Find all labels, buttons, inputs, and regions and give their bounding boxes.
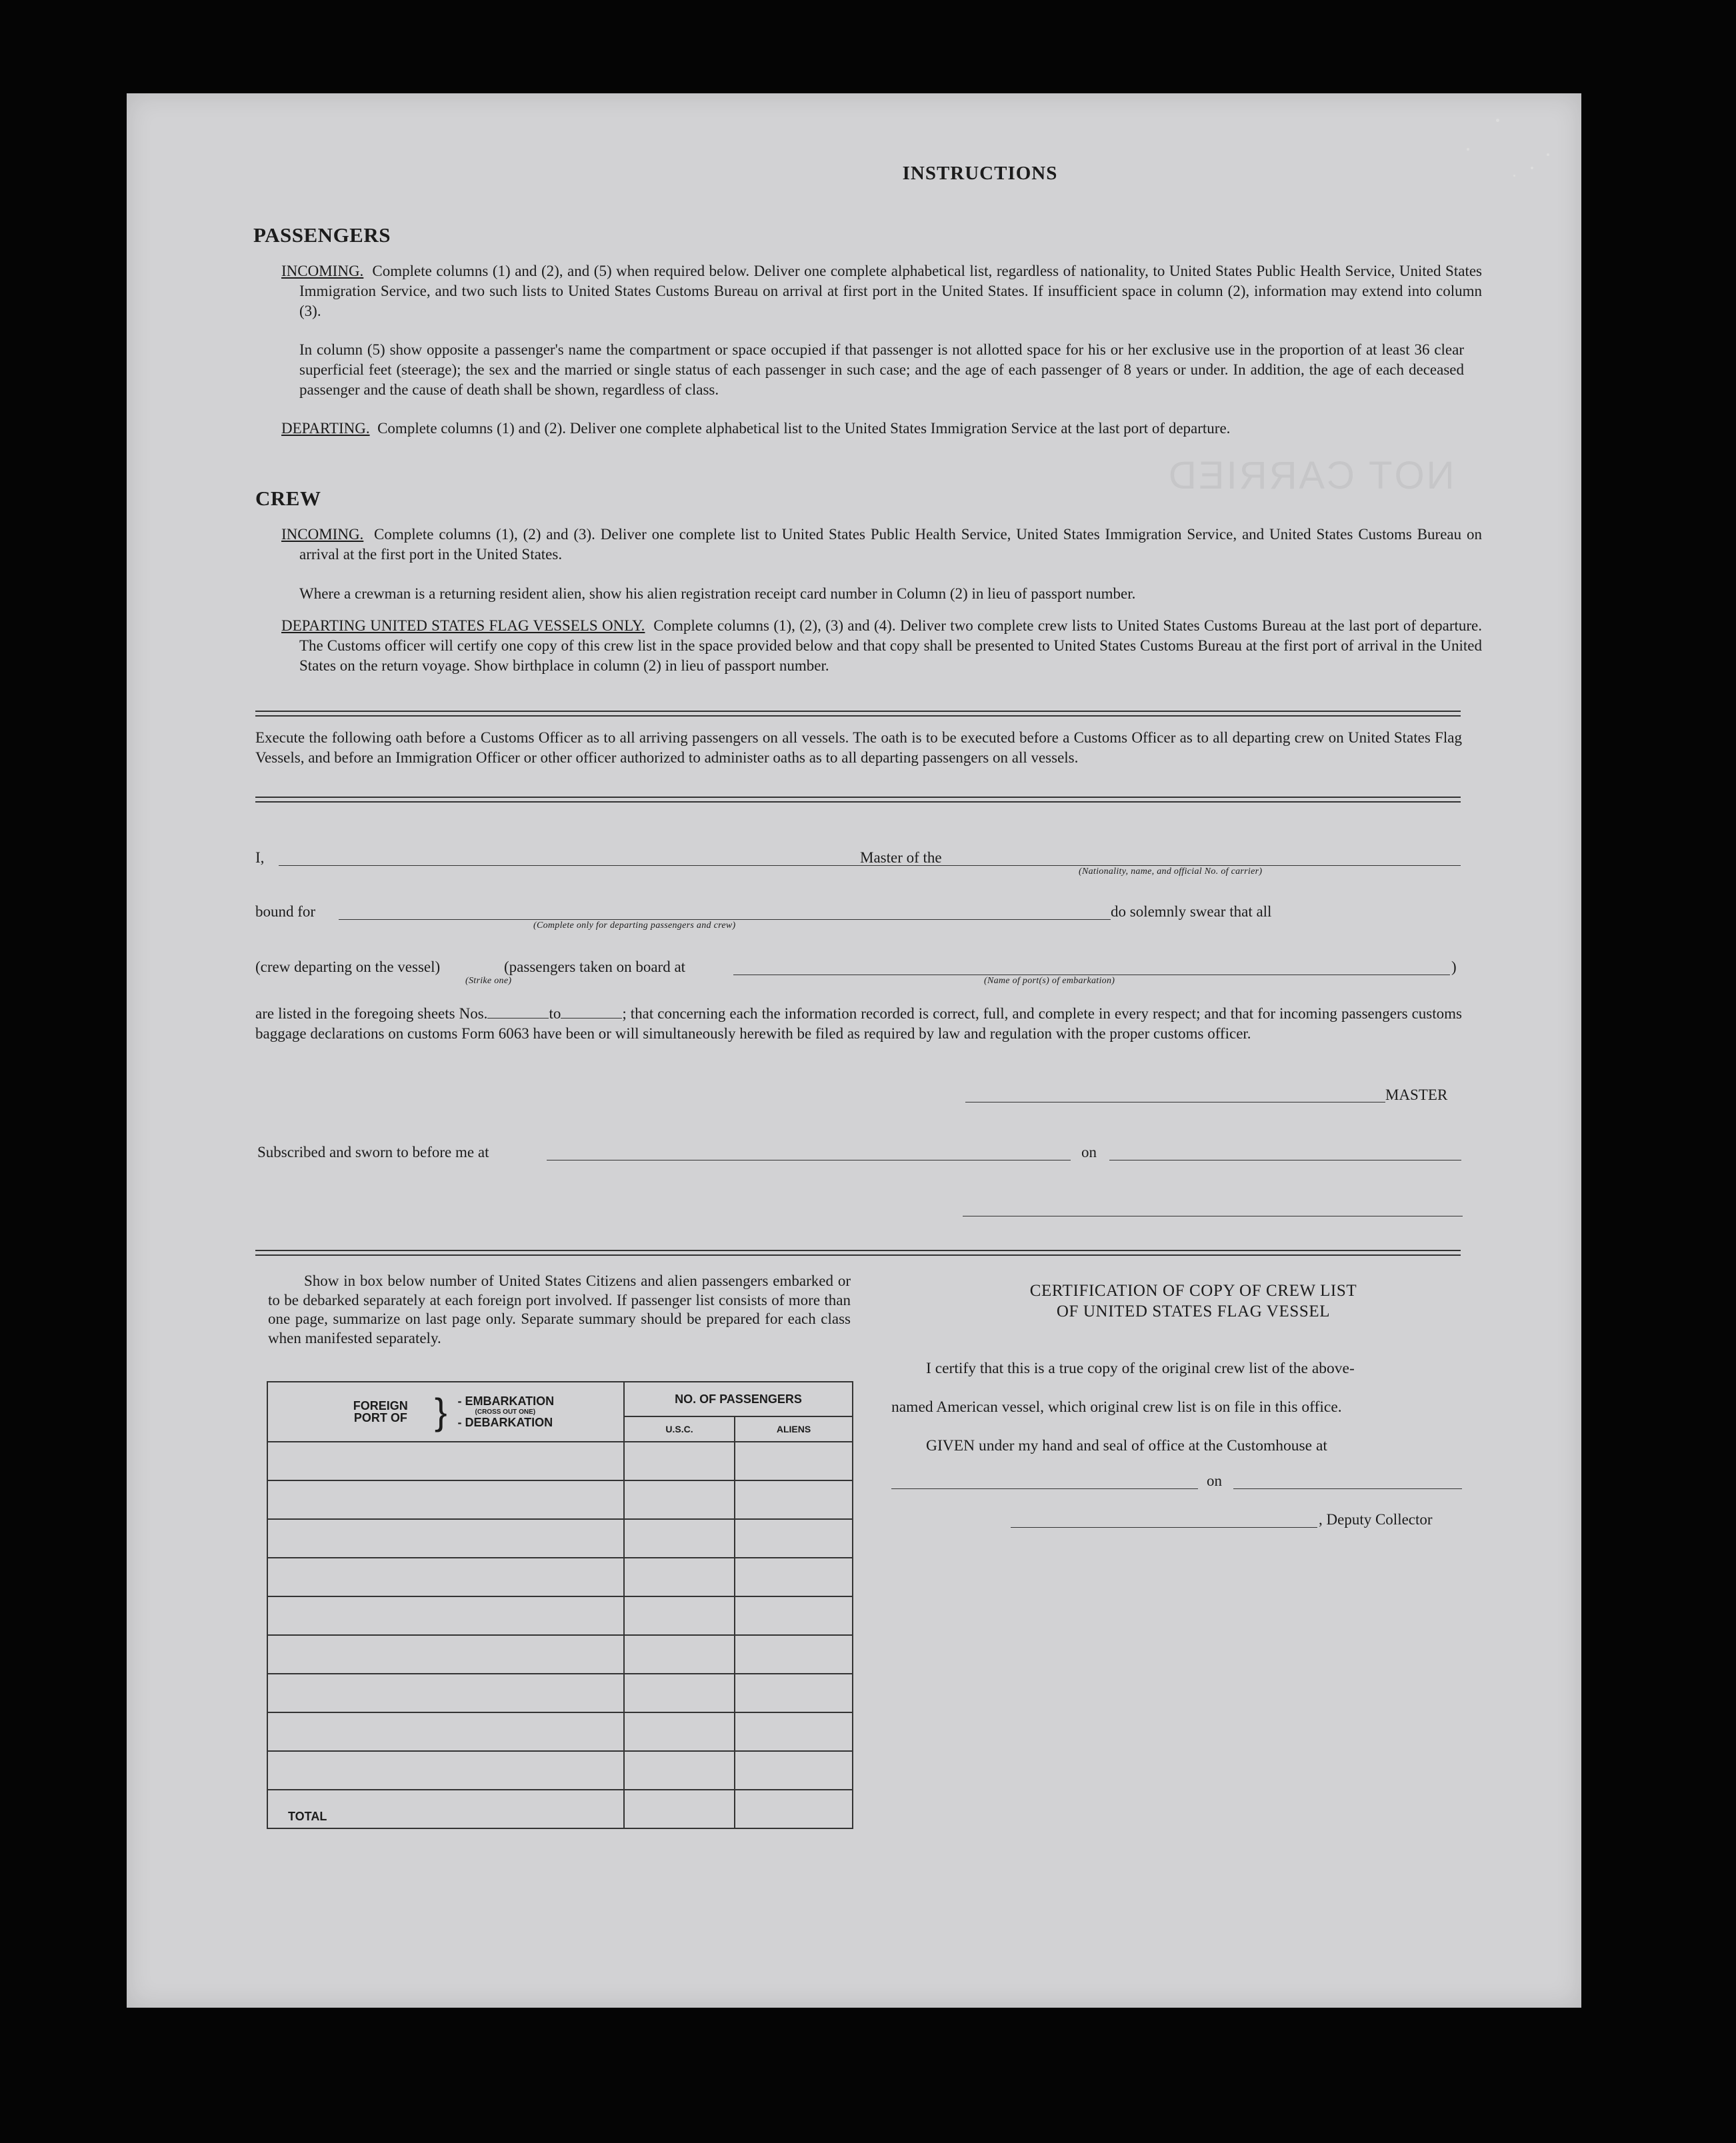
aliens-cell[interactable]	[735, 1596, 853, 1635]
usc-cell[interactable]	[624, 1674, 735, 1712]
certification-title-line1: CERTIFICATION OF COPY OF CREW LIST	[1029, 1282, 1357, 1300]
crew-departing-text: Complete columns (1), (2), (3) and (4). Deliver two complete crew lists to United States Customs Bureau at the last port of departure. The Customs officer will certify one copy of this crew list in the space provided below and that copy shall be presented to United States Customs Bureau at the first port of arrival in the United States on the return voyage. Show birthplace in column (2) in lieu of passport number.	[299, 617, 1482, 674]
crew-departing-paragraph	[281, 616, 1482, 676]
passengers-heading: PASSENGERS	[253, 223, 391, 247]
usc-header: U.S.C.	[624, 1416, 735, 1442]
film-speck	[1467, 148, 1469, 151]
certify-line1: I certify that this is a true copy of the original crew list of the above-	[926, 1360, 1355, 1377]
usc-cell[interactable]	[624, 1442, 735, 1480]
port-cell[interactable]	[267, 1519, 624, 1558]
debarkation-label: - DEBARKATION	[457, 1415, 553, 1429]
master-of-the-label: Master of the	[860, 849, 942, 866]
certify-on-label: on	[1207, 1472, 1222, 1489]
usc-cell[interactable]	[624, 1480, 735, 1519]
page-title: INSTRUCTIONS	[902, 163, 1058, 184]
passengers-departing-paragraph	[281, 419, 1482, 439]
embarkation-label: - EMBARKATION	[457, 1394, 555, 1408]
usc-cell[interactable]	[624, 1712, 735, 1751]
port-cell[interactable]	[267, 1751, 624, 1790]
aliens-cell[interactable]	[735, 1635, 853, 1674]
port-cell[interactable]	[267, 1480, 624, 1519]
certify-line3: GIVEN under my hand and seal of office at the Customhouse at	[926, 1437, 1327, 1454]
subscribed-label: Subscribed and sworn to before me at	[257, 1144, 489, 1160]
foreign-port-label: FOREIGN PORT OF	[353, 1399, 408, 1424]
crew-incoming-paragraph	[281, 525, 1482, 565]
bleed-through-mark: NOT CARRIED	[1167, 454, 1455, 497]
sheet-to-field[interactable]	[561, 1006, 622, 1019]
section-divider	[255, 1250, 1461, 1256]
film-speck	[1547, 153, 1549, 156]
aliens-cell[interactable]	[735, 1751, 853, 1790]
crew-incoming-text: Complete columns (1), (2) and (3). Deliver one complete list to United States Public Health Service, United States Immigration Service, and United States Customs Bureau on arrival at the first port in the United States.	[299, 526, 1482, 563]
crew-resident-paragraph: Where a crewman is a returning resident alien, show his alien registration receipt card number in Column (2) in lieu of passport number.	[299, 585, 1136, 602]
foreign-port-header	[267, 1382, 624, 1442]
destination-field[interactable]	[339, 919, 1111, 920]
film-speck	[1513, 175, 1515, 177]
total-label: TOTAL	[288, 1810, 327, 1823]
port-cell[interactable]	[267, 1558, 624, 1596]
usc-cell[interactable]	[624, 1596, 735, 1635]
form-sheet	[127, 93, 1581, 2008]
crew-heading: CREW	[255, 487, 321, 510]
passengers-departing-text: Complete columns (1) and (2). Deliver one complete alphabetical list to the United States Immigration Service at the last port of departure.	[377, 420, 1231, 437]
deputy-signature-field[interactable]	[1011, 1527, 1317, 1528]
strike-one-hint: (Strike one)	[465, 976, 512, 986]
carrier-field[interactable]	[964, 865, 1461, 866]
film-speck	[1531, 167, 1533, 169]
section-divider	[255, 711, 1461, 717]
ports-hint: (Name of port(s) of embarkation)	[984, 976, 1115, 986]
aliens-cell[interactable]	[735, 1442, 853, 1480]
certification-title	[953, 1280, 1433, 1322]
total-row-label-cell	[267, 1790, 624, 1828]
aliens-cell[interactable]	[735, 1712, 853, 1751]
passengers-taken-option[interactable]: (passengers taken on board at	[504, 959, 686, 975]
aliens-cell[interactable]	[735, 1480, 853, 1519]
film-speck	[1496, 119, 1499, 122]
port-cell[interactable]	[267, 1635, 624, 1674]
port-cell[interactable]	[267, 1674, 624, 1712]
crew-departing-label: DEPARTING UNITED STATES FLAG VESSELS ONLY.	[281, 617, 645, 634]
certification-title-line2: OF UNITED STATES FLAG VESSEL	[1056, 1302, 1331, 1320]
cross-out-hint: (CROSS OUT ONE)	[475, 1408, 536, 1416]
port-cell[interactable]	[267, 1442, 624, 1480]
brace-icon: }	[434, 1390, 447, 1432]
certify-line2: named American vessel, which original crew list is on file in this office.	[891, 1398, 1342, 1416]
nationality-hint: (Nationality, name, and official No. of carrier)	[1079, 867, 1263, 877]
no-of-passengers-header: NO. OF PASSENGERS	[624, 1382, 853, 1416]
usc-cell[interactable]	[624, 1751, 735, 1790]
master-label: MASTER	[1385, 1086, 1448, 1103]
crew-departing-option[interactable]: (crew departing on the vessel)	[255, 959, 441, 975]
usc-cell[interactable]	[624, 1635, 735, 1674]
complete-only-hint: (Complete only for departing passengers and crew)	[533, 921, 736, 931]
usc-cell[interactable]	[624, 1519, 735, 1558]
aliens-cell[interactable]	[735, 1674, 853, 1712]
certify-date-field[interactable]	[1233, 1488, 1462, 1489]
swear-label: do solemnly swear that all	[1111, 903, 1272, 920]
usc-cell[interactable]	[624, 1558, 735, 1596]
passengers-incoming-label: INCOMING.	[281, 263, 364, 279]
aliens-cell[interactable]	[735, 1558, 853, 1596]
passengers-incoming-text: Complete columns (1) and (2), and (5) when required below. Deliver one complete alphabetical list, regardless of nationality, to United States Public Health Service, United States Immigration Service, and two such lists to United States Customs Bureau on arrival at first port in the United States. If insufficient space in column (2), information may extend into column (3).	[299, 263, 1482, 319]
passengers-incoming-paragraph	[281, 261, 1482, 321]
oath-i-label: I,	[255, 849, 265, 866]
passenger-summary-table	[267, 1381, 853, 1829]
listed-statement	[255, 1004, 1462, 1044]
bound-for-label: bound for	[255, 903, 316, 920]
port-cell[interactable]	[267, 1596, 624, 1635]
deputy-collector-label: , Deputy Collector	[1319, 1511, 1433, 1528]
oath-instruction: Execute the following oath before a Customs Officer as to all arriving passengers on all vessels. The oath is to be executed before a Customs Officer as to all departing crew on United States Flag Vessels, and before an Immigration Officer or other officer authorized to administer oaths as to all departing passengers on all vessels.	[255, 729, 1462, 766]
section-divider	[255, 797, 1461, 803]
sheet-from-field[interactable]	[487, 1006, 549, 1019]
aliens-header: ALIENS	[735, 1416, 853, 1442]
close-paren: )	[1451, 959, 1457, 975]
aliens-total-cell[interactable]	[735, 1790, 853, 1828]
summary-instruction: Show in box below number of United States Citizens and alien passengers embarked or to be debarked separately at each foreign port involved. If passenger list consists of more than one page, summarize on last page only. Separate summary should be prepared for each class when manifested separately.	[268, 1272, 851, 1346]
passengers-column5-paragraph: In column (5) show opposite a passenger's name the compartment or space occupied if that passenger is not allotted space for his or her exclusive use in the proportion of at least 36 clear superficial feet (steerage); the sex and the married or single status of each passenger in such case; and the age of each passenger of 8 years or under. In addition, the age of each deceased passenger and the cause of death shall be shown, regardless of class.	[299, 341, 1464, 398]
crew-incoming-label: INCOMING.	[281, 526, 364, 543]
customhouse-field[interactable]	[891, 1488, 1198, 1489]
listed-to-label: to	[549, 1005, 561, 1022]
passengers-departing-label: DEPARTING.	[281, 420, 370, 437]
sworn-on-label: on	[1081, 1144, 1097, 1160]
port-cell[interactable]	[267, 1712, 624, 1751]
usc-total-cell[interactable]	[624, 1790, 735, 1828]
listed-text-b: ; that concerning each the information recorded is correct, full, and complete in every respect; and that for incoming passengers customs baggage declarations on customs Form 6063 have been or will simultaneously herewith be filed as required by law and regulation with the proper customs officer.	[255, 1005, 1462, 1042]
aliens-cell[interactable]	[735, 1519, 853, 1558]
listed-text-a: are listed in the foregoing sheets Nos.	[255, 1005, 488, 1022]
